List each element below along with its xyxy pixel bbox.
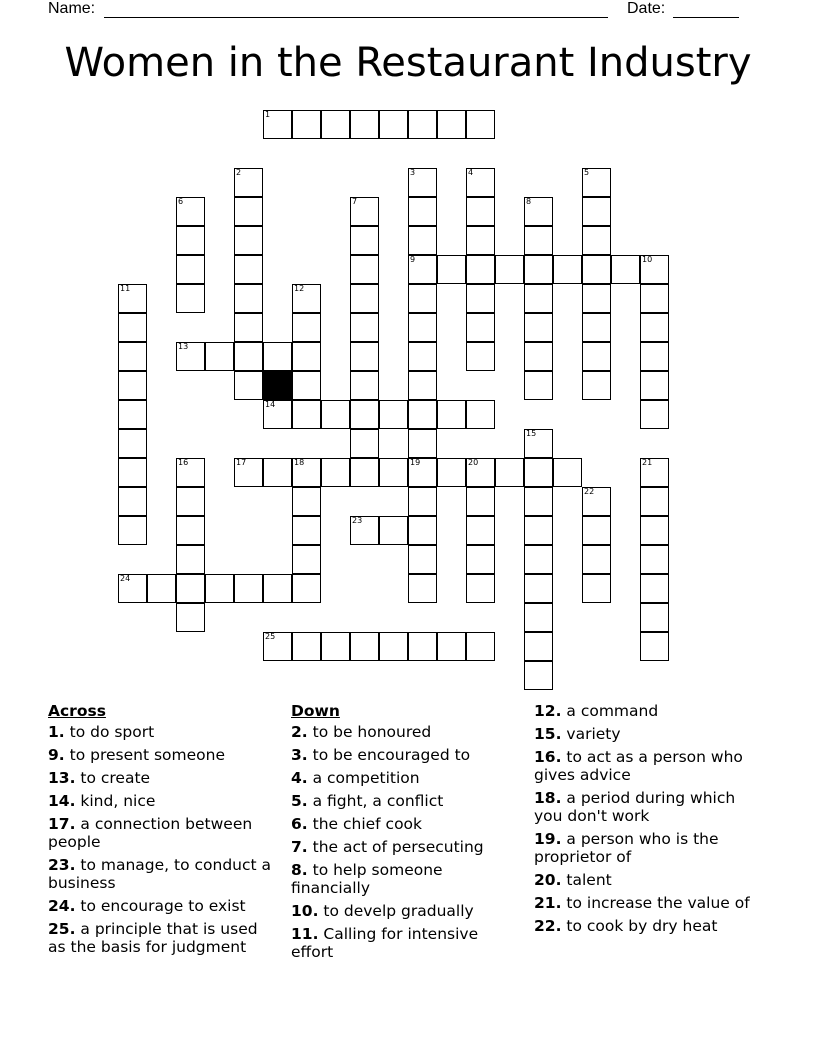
name-label: Name:	[48, 0, 96, 17]
clue-item: 6. the chief cook	[291, 815, 423, 833]
grid-cell[interactable]	[350, 110, 379, 139]
clue-number-label: 24.	[48, 897, 76, 915]
grid-cell[interactable]	[437, 255, 466, 284]
grid-cell[interactable]	[582, 226, 611, 255]
clue-item: 18. a period during which you don't work	[534, 789, 736, 825]
clue-number: 5	[584, 168, 590, 177]
black-cell	[263, 371, 292, 400]
clue-item: 10. to develp gradually	[291, 902, 474, 920]
clue-number-label: 19.	[534, 830, 562, 848]
clue-number-label: 16.	[534, 748, 562, 766]
date-label: Date:	[627, 0, 666, 17]
grid-cell[interactable]	[118, 342, 147, 371]
grid-cell[interactable]	[640, 313, 669, 342]
grid-cell[interactable]	[292, 458, 321, 487]
grid-cell[interactable]	[582, 284, 611, 313]
clue-number: 13	[178, 342, 189, 351]
grid-cell[interactable]	[524, 429, 553, 458]
grid-cell[interactable]	[350, 197, 379, 226]
clue-number-label: 25.	[48, 920, 76, 938]
grid-cell[interactable]	[640, 574, 669, 603]
down-clue-list-continued	[534, 702, 766, 935]
grid-cell[interactable]	[263, 400, 292, 429]
grid-cell[interactable]	[466, 574, 495, 603]
grid-cell[interactable]	[408, 284, 437, 313]
clue-item: 9. to present someone	[48, 746, 225, 764]
grid-cell[interactable]	[466, 168, 495, 197]
grid-cell[interactable]	[582, 516, 611, 545]
clue-item: 5. a fight, a conflict	[291, 792, 444, 810]
grid-cell[interactable]	[408, 487, 437, 516]
clue-number: 25	[265, 632, 276, 641]
clue-number-label: 14.	[48, 792, 76, 810]
clue-number-label: 6.	[291, 815, 308, 833]
grid-cell[interactable]	[408, 342, 437, 371]
grid-cell[interactable]	[321, 632, 350, 661]
clue-number-label: 3.	[291, 746, 308, 764]
grid-cell[interactable]	[408, 574, 437, 603]
grid-cell[interactable]	[524, 632, 553, 661]
grid-cell[interactable]	[408, 197, 437, 226]
grid-cell[interactable]	[118, 400, 147, 429]
clue-number: 22	[584, 487, 595, 496]
grid-cell[interactable]	[234, 197, 263, 226]
grid-cell[interactable]	[582, 197, 611, 226]
grid-cell[interactable]	[321, 110, 350, 139]
grid-cell[interactable]	[408, 168, 437, 197]
grid-cell[interactable]	[350, 458, 379, 487]
grid-cell[interactable]	[640, 603, 669, 632]
clue-number: 18	[294, 458, 305, 467]
grid-cell[interactable]	[640, 342, 669, 371]
clue-number: 7	[352, 197, 358, 206]
clue-number: 3	[410, 168, 416, 177]
grid-cell[interactable]	[263, 458, 292, 487]
clue-item: 16. to act as a person who gives advice	[534, 748, 743, 784]
clue-item: 22. to cook by dry heat	[534, 917, 718, 935]
grid-cell[interactable]	[495, 255, 524, 284]
grid-cell[interactable]	[640, 371, 669, 400]
grid-cell[interactable]	[437, 110, 466, 139]
clue-item: 13. to create	[48, 769, 151, 787]
grid-cell[interactable]	[263, 574, 292, 603]
clue-number-label: 20.	[534, 871, 562, 889]
clue-item: 4. a competition	[291, 769, 420, 787]
grid-cell[interactable]	[582, 168, 611, 197]
grid-cell[interactable]	[118, 429, 147, 458]
grid-cell[interactable]	[292, 342, 321, 371]
grid-cell[interactable]	[640, 458, 669, 487]
grid-cell[interactable]	[408, 458, 437, 487]
grid-cell[interactable]	[176, 574, 205, 603]
grid-cell[interactable]	[582, 487, 611, 516]
grid-cell[interactable]	[408, 226, 437, 255]
grid-cell[interactable]	[176, 226, 205, 255]
grid-cell[interactable]	[466, 110, 495, 139]
grid-cell[interactable]	[582, 545, 611, 574]
grid-cell[interactable]	[437, 632, 466, 661]
clue-item: 3. to be encouraged to	[291, 746, 471, 764]
grid-cell[interactable]	[408, 255, 437, 284]
grid-cell[interactable]	[118, 516, 147, 545]
grid-cell[interactable]	[234, 313, 263, 342]
grid-cell[interactable]	[263, 342, 292, 371]
grid-cell[interactable]	[437, 458, 466, 487]
grid-cell[interactable]	[524, 603, 553, 632]
grid-cell[interactable]	[466, 197, 495, 226]
clue-number: 10	[642, 255, 653, 264]
grid-cell[interactable]	[176, 255, 205, 284]
grid-cell[interactable]	[176, 545, 205, 574]
clue-number: 4	[468, 168, 474, 177]
grid-cell[interactable]	[292, 574, 321, 603]
grid-cell[interactable]	[379, 400, 408, 429]
grid-cell[interactable]	[466, 516, 495, 545]
grid-cell[interactable]	[524, 284, 553, 313]
grid-cell[interactable]	[553, 255, 582, 284]
grid-cell[interactable]	[524, 516, 553, 545]
clue-item: 1. to do sport	[48, 723, 155, 741]
grid-cell[interactable]	[437, 400, 466, 429]
clue-number-label: 1.	[48, 723, 65, 741]
grid-cell[interactable]	[466, 458, 495, 487]
grid-cell[interactable]	[350, 632, 379, 661]
grid-cell[interactable]	[640, 545, 669, 574]
grid-cell[interactable]	[205, 574, 234, 603]
grid-cell[interactable]	[640, 487, 669, 516]
grid-cell[interactable]	[234, 371, 263, 400]
grid-cell[interactable]	[176, 516, 205, 545]
grid-cell[interactable]	[176, 487, 205, 516]
grid-cell[interactable]	[292, 516, 321, 545]
clue-item: 20. talent	[534, 871, 612, 889]
grid-cell[interactable]	[118, 574, 147, 603]
grid-cell[interactable]	[582, 255, 611, 284]
grid-cell[interactable]	[350, 226, 379, 255]
grid-cell[interactable]	[176, 342, 205, 371]
clue-item: 15. variety	[534, 725, 621, 743]
clue-number: 9	[410, 255, 416, 264]
grid-cell[interactable]	[176, 603, 205, 632]
clue-number: 16	[178, 458, 189, 467]
grid-cell[interactable]	[118, 458, 147, 487]
grid-cell[interactable]	[234, 574, 263, 603]
grid-cell[interactable]	[524, 487, 553, 516]
grid-cell[interactable]	[321, 400, 350, 429]
grid-cell[interactable]	[408, 400, 437, 429]
clue-number-label: 18.	[534, 789, 562, 807]
grid-cell[interactable]	[350, 313, 379, 342]
clue-number-label: 12.	[534, 702, 562, 720]
grid-cell[interactable]	[524, 197, 553, 226]
grid-cell[interactable]	[408, 371, 437, 400]
clue-item: 17. a connection between people	[48, 815, 253, 851]
grid-cell[interactable]	[524, 661, 553, 690]
grid-cell[interactable]	[234, 255, 263, 284]
grid-cell[interactable]	[466, 487, 495, 516]
grid-cell[interactable]	[292, 284, 321, 313]
grid-cell[interactable]	[640, 400, 669, 429]
grid-cell[interactable]	[234, 168, 263, 197]
grid-cell[interactable]	[292, 400, 321, 429]
grid-cell[interactable]	[495, 458, 524, 487]
clue-number: 19	[410, 458, 421, 467]
grid-cell[interactable]	[640, 255, 669, 284]
grid-cell[interactable]	[379, 632, 408, 661]
grid-cell[interactable]	[176, 458, 205, 487]
down-heading: Down	[291, 702, 340, 720]
clue-number: 2	[236, 168, 242, 177]
clue-number: 6	[178, 197, 184, 206]
grid-cell[interactable]	[582, 574, 611, 603]
grid-cell[interactable]	[350, 342, 379, 371]
grid-cell[interactable]	[524, 545, 553, 574]
grid-cell[interactable]	[466, 284, 495, 313]
clue-item: 11. Calling for intensive effort	[291, 925, 479, 961]
clues-down-column	[291, 702, 521, 966]
grid-cell[interactable]	[466, 342, 495, 371]
clue-number-label: 11.	[291, 925, 319, 943]
grid-cell[interactable]	[379, 458, 408, 487]
grid-cell[interactable]	[263, 632, 292, 661]
grid-cell[interactable]	[466, 545, 495, 574]
clue-item: 2. to be honoured	[291, 723, 432, 741]
clue-number-label: 22.	[534, 917, 562, 935]
grid-cell[interactable]	[147, 574, 176, 603]
grid-cell[interactable]	[408, 632, 437, 661]
grid-cell[interactable]	[263, 110, 292, 139]
grid-cell[interactable]	[292, 545, 321, 574]
clue-item: 23. to manage, to conduct a business	[48, 856, 272, 892]
grid-cell[interactable]	[234, 226, 263, 255]
grid-cell[interactable]	[408, 516, 437, 545]
grid-cell[interactable]	[118, 284, 147, 313]
grid-cell[interactable]	[582, 313, 611, 342]
grid-cell[interactable]	[466, 313, 495, 342]
grid-cell[interactable]	[176, 197, 205, 226]
grid-cell[interactable]	[234, 342, 263, 371]
grid-cell[interactable]	[205, 342, 234, 371]
grid-cell[interactable]	[640, 516, 669, 545]
grid-cell[interactable]	[292, 313, 321, 342]
grid-cell[interactable]	[611, 255, 640, 284]
clue-number-label: 2.	[291, 723, 308, 741]
grid-cell[interactable]	[466, 400, 495, 429]
clue-number: 21	[642, 458, 653, 467]
clue-number-label: 4.	[291, 769, 308, 787]
grid-cell[interactable]	[234, 458, 263, 487]
grid-cell[interactable]	[524, 255, 553, 284]
grid-cell[interactable]	[321, 458, 350, 487]
grid-cell[interactable]	[292, 110, 321, 139]
grid-cell[interactable]	[466, 632, 495, 661]
clue-number: 1	[265, 110, 271, 119]
across-clue-list	[48, 723, 278, 956]
clue-number-label: 10.	[291, 902, 319, 920]
grid-cell[interactable]	[553, 458, 582, 487]
grid-cell[interactable]	[292, 632, 321, 661]
grid-cell[interactable]	[640, 284, 669, 313]
grid-cell[interactable]	[350, 255, 379, 284]
grid-cell[interactable]	[379, 516, 408, 545]
clue-number: 24	[120, 574, 131, 583]
grid-cell[interactable]	[524, 574, 553, 603]
grid-cell[interactable]	[234, 284, 263, 313]
clue-number-label: 17.	[48, 815, 76, 833]
clue-number: 15	[526, 429, 537, 438]
clue-item: 8. to help someone financially	[291, 861, 443, 897]
clues-down-column-continued	[534, 702, 766, 940]
grid-cell[interactable]	[524, 371, 553, 400]
clue-number-label: 21.	[534, 894, 562, 912]
grid-cell[interactable]	[466, 226, 495, 255]
grid-cell[interactable]	[176, 284, 205, 313]
page-title: Women in the Restaurant Industry	[64, 40, 752, 86]
grid-cell[interactable]	[408, 110, 437, 139]
clue-number: 8	[526, 197, 532, 206]
clue-number-label: 15.	[534, 725, 562, 743]
grid-cell[interactable]	[292, 487, 321, 516]
grid-cell[interactable]	[350, 371, 379, 400]
clue-item: 19. a person who is the proprietor of	[534, 830, 719, 866]
clue-item: 12. a command	[534, 702, 659, 720]
clue-number: 23	[352, 516, 363, 525]
grid-cell[interactable]	[466, 255, 495, 284]
grid-cell[interactable]	[350, 284, 379, 313]
clue-number-label: 13.	[48, 769, 76, 787]
clues-across-column	[48, 702, 278, 961]
grid-cell[interactable]	[350, 516, 379, 545]
clue-item: 21. to increase the value of	[534, 894, 750, 912]
grid-cell[interactable]	[350, 400, 379, 429]
grid-cell[interactable]	[640, 632, 669, 661]
grid-cell[interactable]	[582, 371, 611, 400]
grid-cell[interactable]	[524, 313, 553, 342]
clue-number: 11	[120, 284, 131, 293]
clue-number-label: 7.	[291, 838, 308, 856]
grid-cell[interactable]	[408, 545, 437, 574]
clue-item: 24. to encourage to exist	[48, 897, 246, 915]
clue-number: 20	[468, 458, 479, 467]
grid-cell[interactable]	[408, 313, 437, 342]
grid-cell[interactable]	[524, 458, 553, 487]
clue-item: 25. a principle that is used as the basis for judgment	[48, 920, 258, 956]
clue-number-label: 23.	[48, 856, 76, 874]
grid-cell[interactable]	[582, 342, 611, 371]
grid-cell[interactable]	[118, 313, 147, 342]
clue-number: 12	[294, 284, 305, 293]
clue-item: 7. the act of persecuting	[291, 838, 484, 856]
grid-cell[interactable]	[118, 487, 147, 516]
grid-cell[interactable]	[408, 429, 437, 458]
grid-cell[interactable]	[524, 342, 553, 371]
clue-number-label: 5.	[291, 792, 308, 810]
clue-number: 14	[265, 400, 276, 409]
grid-cell[interactable]	[379, 110, 408, 139]
clue-number: 17	[236, 458, 247, 467]
grid-cell[interactable]	[292, 371, 321, 400]
clue-item: 14. kind, nice	[48, 792, 156, 810]
grid-cell[interactable]	[350, 429, 379, 458]
clue-number-label: 8.	[291, 861, 308, 879]
grid-cell[interactable]	[118, 371, 147, 400]
clue-number-label: 9.	[48, 746, 65, 764]
down-clue-list	[291, 723, 521, 961]
grid-cell[interactable]	[524, 226, 553, 255]
across-heading: Across	[48, 702, 106, 720]
